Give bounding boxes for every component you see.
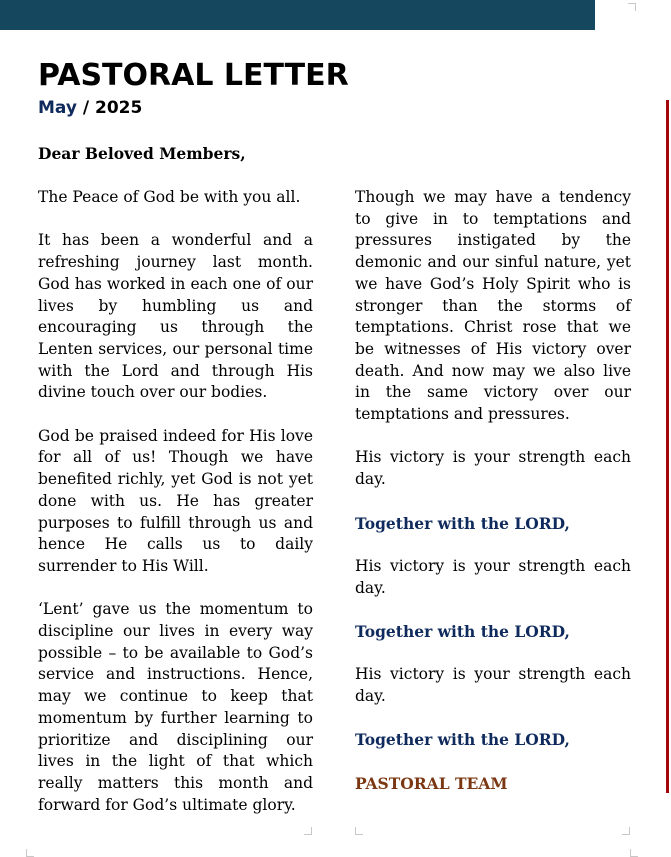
greeting-paragraph: The Peace of God be with you all.	[38, 188, 301, 206]
right-column	[355, 187, 631, 816]
victory-line: His victory is your strength each day.	[355, 556, 631, 597]
issue-year: 2025	[95, 98, 143, 118]
header-bar	[0, 0, 595, 30]
issue-month: May	[38, 98, 77, 118]
left-column	[38, 187, 313, 838]
crop-mark-right-bottom	[622, 827, 630, 835]
crop-mark-page-bottom-left	[26, 849, 34, 857]
closing-line: Together with the LORD,	[355, 513, 570, 533]
closing-line: Together with the LORD,	[355, 622, 570, 641]
signature: PASTORAL TEAM	[355, 773, 508, 793]
body-paragraph: ‘Lent’ gave us the momentum to discipline our lives in every way possible – to be available to God’s service and instructions. Hence, may we continue to keep that momentum by further learning to prioritize and disciplining our lives in the light of that which really matters this month and forward for God’s ultimate glory.	[38, 600, 313, 814]
body-paragraph: God be praised indeed for His love for all of us! Though we have benefited richly, yet God is not yet done with us. He has greater purposes to fulfill through us and hence He calls us to daily surrender to His Will.	[38, 426, 313, 575]
closing-line: Together with the LORD,	[355, 730, 570, 750]
page-title: PASTORAL LETTER	[38, 58, 349, 93]
crop-mark-right-column-bottom	[355, 827, 363, 835]
crop-mark-top-right	[628, 3, 636, 11]
body-paragraph: Though we may have a tendency to give in to temptations and pressures instigated by the demonic and our sinful nature, yet we have God’s Holy Spirit who is stronger than the storms of temptations. Christ rose that we be witnesses of His victory over death. And now may we also live in the same victory over our temptations and pressures.	[355, 188, 631, 424]
issue-date	[38, 97, 142, 119]
date-separator: /	[76, 98, 95, 118]
victory-line: His victory is your strength each day.	[355, 448, 631, 489]
side-accent-rule	[666, 100, 669, 793]
crop-mark-page-bottom-right	[630, 849, 638, 857]
victory-line: His victory is your strength each day.	[355, 665, 631, 706]
salutation: Dear Beloved Members,	[38, 144, 246, 163]
body-paragraph: It has been a wonderful and a refreshing journey last month. God has worked in each one of our lives by humbling us and encouraging us through the Lenten services, our personal time with the Lord and through His divine touch over our bodies.	[38, 231, 313, 402]
